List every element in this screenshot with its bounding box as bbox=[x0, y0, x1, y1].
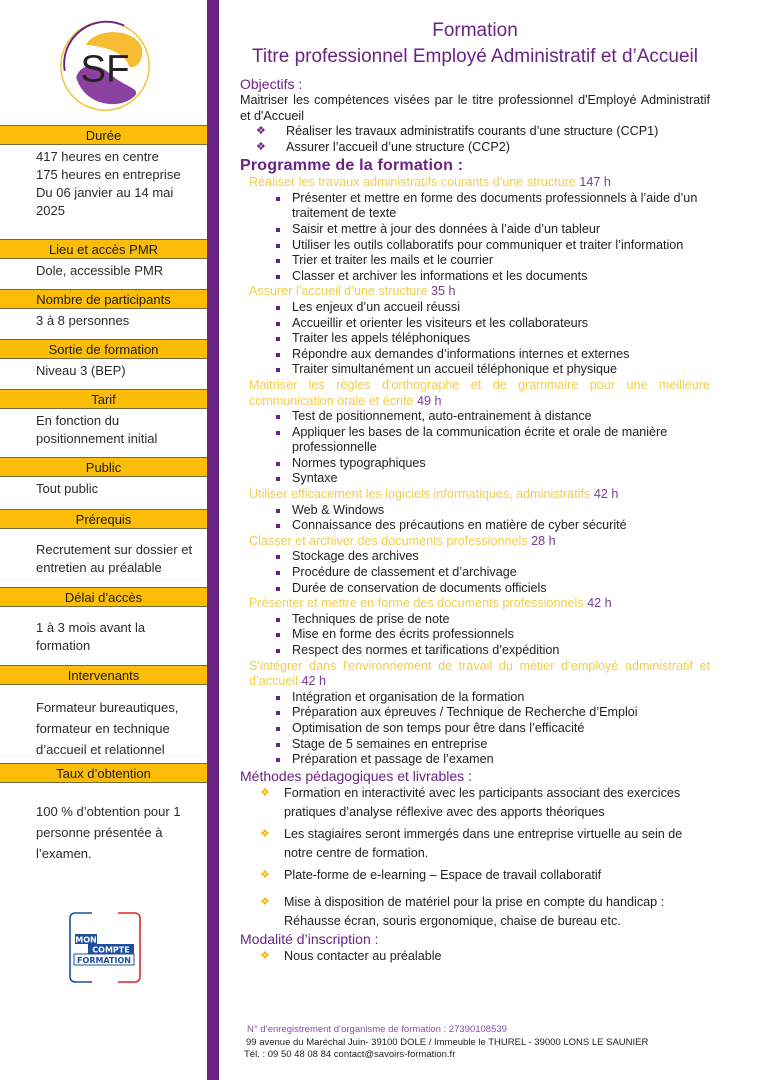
list-item: Préparation aux épreuves / Technique de Recherche d’Emploi bbox=[276, 705, 710, 721]
module-items bbox=[240, 191, 710, 285]
inscription-heading: Modalité d’inscription : bbox=[240, 930, 379, 947]
list-item: Procédure de classement et d’archivage bbox=[276, 565, 710, 581]
module-title bbox=[240, 175, 710, 191]
info-line: Recrutement sur dossier et entretien au préalable bbox=[36, 542, 193, 575]
title-line1: Formation bbox=[432, 20, 518, 41]
module-items bbox=[240, 503, 710, 534]
list-item: ❖ Plate-forme de e-learning – Espace de travail collaboratif bbox=[260, 866, 710, 885]
info-section-tarif bbox=[0, 389, 207, 457]
list-item: Connaissance des précautions en matière de cyber sécurité bbox=[276, 518, 710, 534]
footer bbox=[244, 1024, 714, 1062]
list-item: Appliquer les bases de la communication écrite et orale de manière professionnelle bbox=[276, 425, 710, 456]
list-item: Test de positionnement, auto-entrainement à distance bbox=[276, 409, 710, 425]
info-heading: Sortie de formation bbox=[0, 339, 207, 359]
module-title bbox=[240, 659, 710, 690]
cpf-line1: MON bbox=[75, 935, 97, 945]
methodes-list bbox=[240, 784, 710, 931]
programme-module bbox=[240, 596, 710, 658]
info-heading: Prérequis bbox=[0, 509, 207, 529]
info-heading: Tarif bbox=[0, 389, 207, 409]
list-item: Syntaxe bbox=[276, 471, 710, 487]
info-line: 3 à 8 personnes bbox=[36, 313, 130, 328]
info-section-participants bbox=[0, 289, 207, 339]
programme-module bbox=[240, 284, 710, 378]
methodes-heading: Méthodes pédagogiques et livrables : bbox=[240, 767, 472, 784]
info-line: Du 06 janvier au 14 mai 2025 bbox=[36, 185, 174, 218]
programme-module bbox=[240, 378, 710, 487]
list-item: Classer et archiver les informations et les documents bbox=[276, 269, 710, 285]
info-heading: Public bbox=[0, 457, 207, 477]
diamond-bullet-icon: ❖ bbox=[256, 125, 266, 137]
list-item: Présenter et mettre en forme des documents professionnels à l’aide d’un traitement de texte bbox=[276, 191, 710, 222]
info-section-public bbox=[0, 457, 207, 509]
list-item: Stage de 5 semaines en entreprise bbox=[276, 737, 710, 753]
module-title-text: S'intégrer dans l'environnement de travail du métier d’employé administratif et d’accueil bbox=[249, 658, 710, 689]
module-title-text: Utiliser efficacement les logiciels informatiques, administratifs bbox=[249, 487, 591, 502]
module-title-text: Présenter et mettre en forme des documents professionnels bbox=[249, 596, 584, 611]
info-line: Formateur bureautiques, formateur en technique d’accueil et relationnel bbox=[36, 700, 179, 757]
list-item: ❖ Les stagiaires seront immergés dans une entreprise virtuelle au sein de notre centre de formation. bbox=[260, 826, 683, 860]
info-heading: Lieu et accès PMR bbox=[0, 239, 207, 259]
info-line: Niveau 3 (BEP) bbox=[36, 363, 126, 378]
info-section-prerequis bbox=[0, 509, 207, 587]
logo-text: SF bbox=[80, 47, 130, 91]
module-title bbox=[240, 596, 710, 612]
info-heading: Intervenants bbox=[0, 665, 207, 685]
list-item: ❖ Assurer l’accueil d’une structure (CCP2) bbox=[256, 139, 510, 154]
mon-compte-formation-logo bbox=[68, 912, 143, 984]
info-section-sortie bbox=[0, 339, 207, 389]
module-hours: 147 h bbox=[579, 175, 611, 190]
info-line: 100 % d’obtention pour 1 personne présentée à l’examen. bbox=[36, 804, 181, 861]
diamond-bullet-icon: ❖ bbox=[260, 868, 270, 881]
list-item: Trier et traiter les mails et le courrier bbox=[276, 253, 710, 269]
objectifs-list bbox=[240, 124, 710, 155]
main-content bbox=[240, 18, 710, 969]
list-item: ❖ Formation en interactivité avec les participants associant des exercices pratiques d’analyse réflexive avec des apports théoriques bbox=[260, 785, 681, 819]
module-title-text: Maitriser les règles d'orthographe et de grammaire pour une meilleure communication orale et écrite bbox=[249, 377, 710, 408]
list-item: Durée de conservation de documents officiels bbox=[276, 581, 710, 597]
info-heading: Nombre de participants bbox=[0, 289, 207, 309]
list-item: ❖ Réaliser les travaux administratifs courants d’une structure (CCP1) bbox=[256, 124, 659, 138]
list-item: Optimisation de son temps pour être dans l’efficacité bbox=[276, 721, 710, 737]
inscription-list bbox=[240, 947, 710, 966]
module-hours: 42 h bbox=[593, 487, 619, 502]
module-title bbox=[240, 284, 710, 300]
diamond-bullet-icon: ❖ bbox=[256, 140, 266, 153]
module-title bbox=[240, 534, 710, 550]
module-items bbox=[240, 549, 710, 596]
list-item: Traiter les appels téléphoniques bbox=[276, 331, 710, 347]
list-item: Intégration et organisation de la formation bbox=[276, 690, 710, 706]
programme-module bbox=[240, 175, 710, 284]
diamond-bullet-icon: ❖ bbox=[260, 827, 270, 840]
list-item: ❖ Nous contacter au préalable bbox=[260, 947, 710, 966]
list-item: Stockage des archives bbox=[276, 549, 710, 565]
module-title-text: Assurer l’accueil d’une structure bbox=[249, 284, 428, 299]
module-items bbox=[240, 409, 710, 487]
diamond-bullet-icon: ❖ bbox=[260, 949, 270, 962]
sidebar bbox=[0, 0, 207, 1080]
info-line: 417 heures en centre bbox=[36, 149, 159, 164]
info-line: En fonction du positionnement initial bbox=[36, 413, 158, 446]
info-line: 1 à 3 mois avant la formation bbox=[36, 620, 146, 653]
info-heading: Durée bbox=[0, 125, 207, 145]
programme-heading: Programme de la formation : bbox=[240, 157, 464, 175]
list-item: Web & Windows bbox=[276, 503, 710, 519]
info-line: Tout public bbox=[36, 481, 99, 496]
cpf-line3: FORMATION bbox=[77, 956, 131, 965]
info-line: Dole, accessible PMR bbox=[36, 263, 164, 278]
module-title-text: Réaliser les travaux administratifs courants d’une structure bbox=[249, 175, 576, 190]
list-item: Les enjeux d’un accueil réussi bbox=[276, 300, 710, 316]
info-line: 175 heures en entreprise bbox=[36, 167, 181, 182]
list-item: Répondre aux demandes d’informations internes et externes bbox=[276, 347, 710, 363]
module-items bbox=[240, 612, 710, 659]
info-heading: Taux d’obtention bbox=[0, 763, 207, 783]
list-item: Préparation et passage de l’examen bbox=[276, 752, 710, 768]
list-item: Techniques de prise de note bbox=[276, 612, 710, 628]
module-items bbox=[240, 690, 710, 768]
vertical-divider bbox=[207, 0, 219, 1080]
module-hours: 42 h bbox=[301, 674, 327, 689]
info-section-lieu bbox=[0, 239, 207, 289]
module-hours: 49 h bbox=[417, 393, 442, 408]
title-line2: Titre professionnel Employé Administratif et d’Accueil bbox=[252, 46, 698, 67]
list-item: Respect des normes et tarifications d’expédition bbox=[276, 643, 710, 659]
contact: Tél. : 09 50 48 08 84 contact@savoirs-formation.fr bbox=[244, 1049, 456, 1060]
programme-modules bbox=[240, 175, 710, 768]
info-list bbox=[0, 125, 207, 864]
info-heading: Délai d’accès bbox=[0, 587, 207, 607]
module-hours: 28 h bbox=[531, 533, 556, 548]
list-item: Accueillir et orienter les visiteurs et les collaborateurs bbox=[276, 316, 710, 332]
page-title bbox=[240, 18, 710, 70]
list-item: Utiliser les outils collaboratifs pour communiquer et traiter l’information bbox=[276, 238, 710, 254]
objectifs-heading: Objectifs : bbox=[240, 76, 303, 92]
list-item: Traiter simultanément un accueil téléphonique et physique bbox=[276, 362, 710, 378]
list-item: Mise en forme des écrits professionnels bbox=[276, 627, 710, 643]
module-title-text: Classer et archiver des documents professionnels bbox=[249, 533, 528, 548]
module-hours: 35 h bbox=[431, 284, 456, 299]
programme-module bbox=[240, 659, 710, 768]
list-item: Normes typographiques bbox=[276, 456, 710, 472]
module-hours: 42 h bbox=[587, 596, 612, 611]
list-item: ❖ Mise à disposition de matériel pour la prise en compte du handicap : Réhausse écran, souris ergonomique, chaise de bureau etc. bbox=[260, 894, 665, 928]
sf-logo bbox=[57, 18, 153, 114]
info-section-delai bbox=[0, 587, 207, 665]
diamond-bullet-icon: ❖ bbox=[260, 895, 270, 908]
info-section-duree bbox=[0, 125, 207, 239]
info-section-intervenants bbox=[0, 665, 207, 763]
cpf-line2: COMPTE bbox=[92, 945, 130, 955]
module-items bbox=[240, 300, 710, 378]
programme-module bbox=[240, 534, 710, 596]
module-title bbox=[240, 487, 710, 503]
diamond-bullet-icon: ❖ bbox=[260, 786, 270, 799]
objectifs-intro: Maitriser les compétences visées par le titre professionnel d'Employé Administratif et d'Accueil bbox=[240, 93, 710, 123]
address: 99 avenue du Maréchal Juin- 39100 DOLE / Immeuble le THUREL - 39000 LONS LE SAUNIER bbox=[246, 1036, 649, 1048]
module-title bbox=[240, 378, 710, 409]
info-section-taux bbox=[0, 763, 207, 864]
registration-number: N° d’enregistrement d’organisme de formation : 27390108539 bbox=[247, 1024, 507, 1035]
programme-module bbox=[240, 487, 710, 534]
list-item: Saisir et mettre à jour des données à l’aide d’un tableur bbox=[276, 222, 710, 238]
